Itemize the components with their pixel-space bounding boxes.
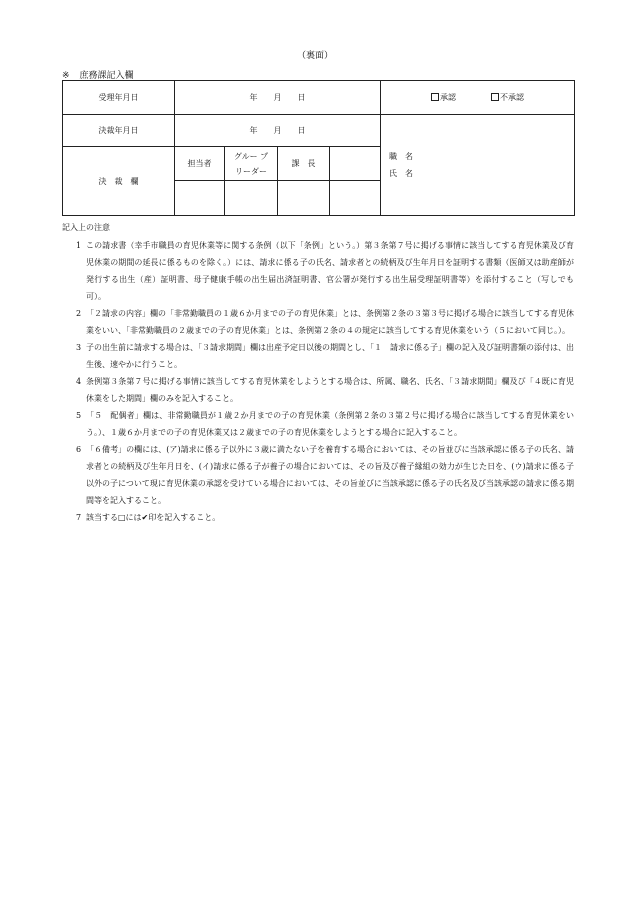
- note-item: [62, 373, 574, 407]
- note-mark: ※: [62, 71, 70, 81]
- note-text: 該当する□には✔印を記入すること。: [86, 513, 221, 522]
- note-item: [62, 441, 574, 509]
- note-number: 1: [76, 241, 82, 250]
- title-label: 職 名: [389, 152, 413, 161]
- staff-seal-cell[interactable]: [175, 181, 225, 216]
- entry-notes: [62, 222, 574, 526]
- note-item: [62, 237, 574, 305]
- notes-list: [62, 237, 574, 526]
- office-use-form: [62, 80, 575, 216]
- chief-label: 課 長: [278, 147, 330, 181]
- reject-checkbox[interactable]: [491, 93, 499, 101]
- staff-label: 担当者: [175, 147, 225, 181]
- group-leader-label: [225, 147, 278, 181]
- approve-label: 承認: [439, 93, 456, 102]
- note-item: [62, 407, 574, 441]
- notes-title: 記入上の注意: [62, 223, 110, 232]
- received-date-field[interactable]: 年 月 日: [175, 81, 381, 115]
- note-text: この請求書（幸手市職員の育児休業等に関する条例（以下「条例」という。）第３条第７号に掲げる事情に該当してする育児休業及び育児休業の期間の延長に係るものを除く。）には、請求に係る子の氏名、請求者との続柄及び生年月日を証明する書類（医師又は助産師が発行する出生（産）証明書、母子健康手帳の出生届出済証明書、官公署が発行する出生届受理証明書等）を添付すること（写しでも可）。: [86, 241, 574, 301]
- note-item: [62, 339, 574, 373]
- group-leader-label-line1: グルー プ: [233, 151, 269, 161]
- page-side-label: （裏面）: [296, 51, 333, 61]
- group-leader-seal-cell[interactable]: [225, 181, 278, 216]
- decided-date-label: 決裁年月日: [63, 115, 175, 147]
- approval-column-label: 決 裁 欄: [63, 147, 175, 216]
- name-label: 氏 名: [389, 169, 413, 178]
- note-number: 2: [76, 309, 82, 318]
- note-number: 4: [76, 377, 82, 386]
- note-number: 7: [76, 513, 82, 522]
- note-text: 子の出生前に請求する場合は、「３請求期間」欄は出産予定日以後の期間とし、「１ 請求に係る子」欄の記入及び証明書類の添付は、出生後、速やかに行うこと。: [86, 343, 574, 369]
- group-leader-label-line2: リーダー: [235, 166, 267, 176]
- approver-name-block[interactable]: [381, 115, 575, 216]
- section-title: 庶務課記入欄: [79, 71, 134, 81]
- approval-decision: [381, 81, 575, 115]
- note-item: [62, 305, 574, 339]
- note-number: 3: [76, 343, 82, 352]
- note-number: 6: [76, 445, 82, 454]
- decided-date-field[interactable]: 年 月 日: [175, 115, 381, 147]
- note-text: 「２請求の内容」欄の「非常勤職員の１歳６か月までの子の育児休業」とは、条例第２条の３第３号に掲げる場合に該当してする育児休業をいい、「非常勤職員の２歳までの子の育児休業」とは、条例第２条の４の規定に該当してする育児休業をいう（５において同じ。）。: [86, 309, 574, 335]
- blank-header-cell: [330, 147, 381, 181]
- received-date-label: 受理年月日: [63, 81, 175, 115]
- extra-seal-cell[interactable]: [330, 181, 381, 216]
- approve-checkbox[interactable]: [431, 93, 439, 101]
- note-text: 「６備考」の欄には、(ア)請求に係る子以外に３歳に満たない子を養育する場合においては、その旨並びに当該承認に係る子の氏名、請求者との続柄及び生年月日を、(イ)請求に係る子が養子の場合においては、その旨及び養子縁組の効力が生じた日を、(ウ)請求に係る子以外の子について現に育児休業の承認を受けている場合においては、その旨並びに当該承認に係る子の氏名及び当該承認の請求に係る期間等を記入すること。: [86, 445, 574, 505]
- note-text: 「５ 配偶者」欄は、非常勤職員が１歳２か月までの子の育児休業（条例第２条の３第２号に掲げる場合に該当してする育児休業をいう。）、１歳６か月までの子の育児休業又は２歳までの子の育児休業をしようとする場合に記入すること。: [86, 411, 574, 437]
- chief-seal-cell[interactable]: [278, 181, 330, 216]
- note-number: 5: [76, 411, 82, 420]
- note-item: [62, 509, 574, 526]
- reject-label: 不承認: [500, 93, 525, 102]
- note-text: 条例第３条第７号に掲げる事情に該当してする育児休業をしようとする場合は、所属、職名、氏名、「３請求期間」欄及び「４既に育児休業をした期間」欄のみを記入すること。: [86, 377, 574, 403]
